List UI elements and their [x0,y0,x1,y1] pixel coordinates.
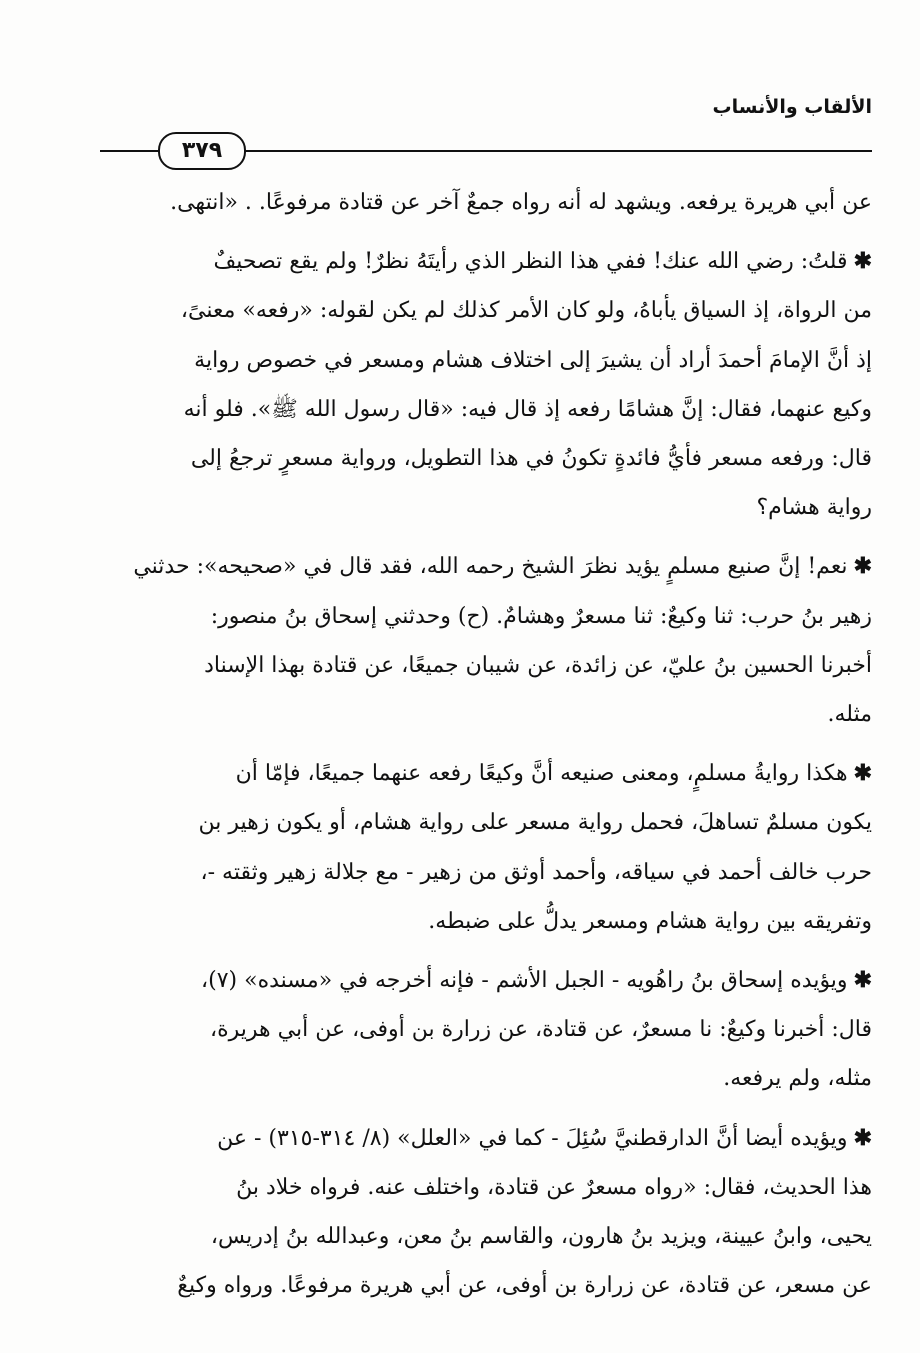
text-line-content: ويؤيده أيضا أنَّ الدارقطنيَّ سُئِلَ - كما في «العلل» (٨/ ٣١٤-٣١٥) - عن [217,1125,848,1151]
text-line [100,1054,872,1103]
text-line [100,1212,872,1261]
text-line [100,1163,872,1212]
paragraph [100,542,872,739]
text-line-content: عن أبي هريرة يرفعه. ويشهد له أنه رواه جمعٌ آخر عن قتادة مرفوعًا. . «انتهى. [170,190,872,215]
text-line-content: مثله. [827,702,872,728]
text-line-content: قال: ورفعه مسعر فأيُّ فائدةٍ تكونُ في هذا التطويل، ورواية مسعرٍ ترجعُ إلى [190,446,872,472]
paragraph [100,178,872,227]
text-line-content: يحيى، وابنُ عيينة، ويزيد بنُ هارون، والقاسم بنُ معن، وعبدالله بنُ إدريس، [210,1224,872,1250]
text-line-content: زهير بنُ حرب: ثنا وكيعٌ: ثنا مسعرٌ وهشامٌ. (ح) وحدثني إسحاق بنُ منصور: [210,603,872,629]
text-line-content: نعم! إنَّ صنيع مسلمٍ يؤيد نظرَ الشيخ رحمه الله، فقد قال في «صحيحه»: حدثني [133,554,848,580]
text-line [100,592,872,641]
text-line [100,956,872,1005]
text-line [100,848,872,897]
paragraph-star-marker: ✱ [853,760,872,787]
page-body-text [100,178,872,1310]
text-line-content: يكون مسلمٌ تساهلَ، فحمل رواية مسعر على رواية هشام، أو يكون زهير بن [198,810,872,836]
text-line-content: وتفريقه بين رواية هشام ومسعر يدلُّ على ضبطه. [428,908,872,934]
text-line-content: هكذا روايةُ مسلمٍ، ومعنى صنيعه أنَّ وكيعًا رفعه عنهما جميعًا، فإمّا أن [235,761,848,787]
text-line-content: قال: أخبرنا وكيعٌ: نا مسعرٌ، عن قتادة، عن زرارة بن أوفى، عن أبي هريرة، [210,1017,872,1043]
text-line [100,798,872,847]
text-line [100,1261,872,1310]
text-line-content: من الرواة، إذ السياق يأباهُ، ولو كان الأمر كذلك لم يكن لقوله: «رفعه» معنىً، [180,298,872,324]
paragraph-star-marker: ✱ [853,553,872,580]
text-line-content: أخبرنا الحسين بنُ عليّ، عن زائدة، عن شيبان جميعًا، عن قتادة بهذا الإسناد [204,652,872,678]
text-line-content: حرب خالف أحمد في سياقه، وأحمد أوثق من زهير - مع جلالة زهير وثقته -، [200,859,872,885]
paragraph [100,749,872,946]
text-line [100,178,872,227]
paragraph [100,956,872,1104]
text-line [100,483,872,532]
text-line [100,641,872,690]
text-line-content: هذا الحديث، فقال: «رواه مسعرٌ عن قتادة، واختلف عنه. فرواه خلاد بنُ [236,1174,872,1200]
text-line [100,434,872,483]
text-line [100,749,872,798]
text-line [100,385,872,434]
text-line-content: ويؤيده إسحاق بنُ راهُويه - الجبل الأشم - فإنه أخرجه في «مسنده» (٧)، [201,968,848,994]
running-header-title: الألقاب والأنساب [712,96,872,118]
text-line [100,237,872,286]
paragraph [100,1114,872,1311]
text-line [100,897,872,946]
text-line-content: قلتُ: رضي الله عنك! ففي هذا النظر الذي رأيتَهُ نظرٌ! ولم يقع تصحيفٌ [213,249,848,275]
page-number-badge: ٣٧٩ [158,132,246,170]
paragraph-star-marker: ✱ [853,967,872,994]
paragraph [100,237,872,532]
text-line-content: إذ أنَّ الإمامَ أحمدَ أراد أن يشيرَ إلى اختلاف هشام ومسعر في خصوص رواية [194,347,872,373]
text-line [100,1005,872,1054]
text-line [100,1114,872,1163]
text-line [100,542,872,591]
text-line-content: مثله، ولم يرفعه. [723,1066,872,1092]
text-line-content: عن مسعر، عن قتادة، عن زرارة بن أوفى، عن أبي هريرة مرفوعًا. ورواه وكيعٌ [177,1273,872,1299]
text-line [100,336,872,385]
text-line-content: رواية هشام؟ [756,495,872,521]
paragraph-star-marker: ✱ [853,248,872,275]
text-line [100,286,872,335]
text-line [100,690,872,739]
text-line-content: وكيع عنهما، فقال: إنَّ هشامًا رفعه إذ قال فيه: «قال رسول الله ﷺ». فلو أنه [183,396,872,422]
paragraph-star-marker: ✱ [853,1124,872,1151]
